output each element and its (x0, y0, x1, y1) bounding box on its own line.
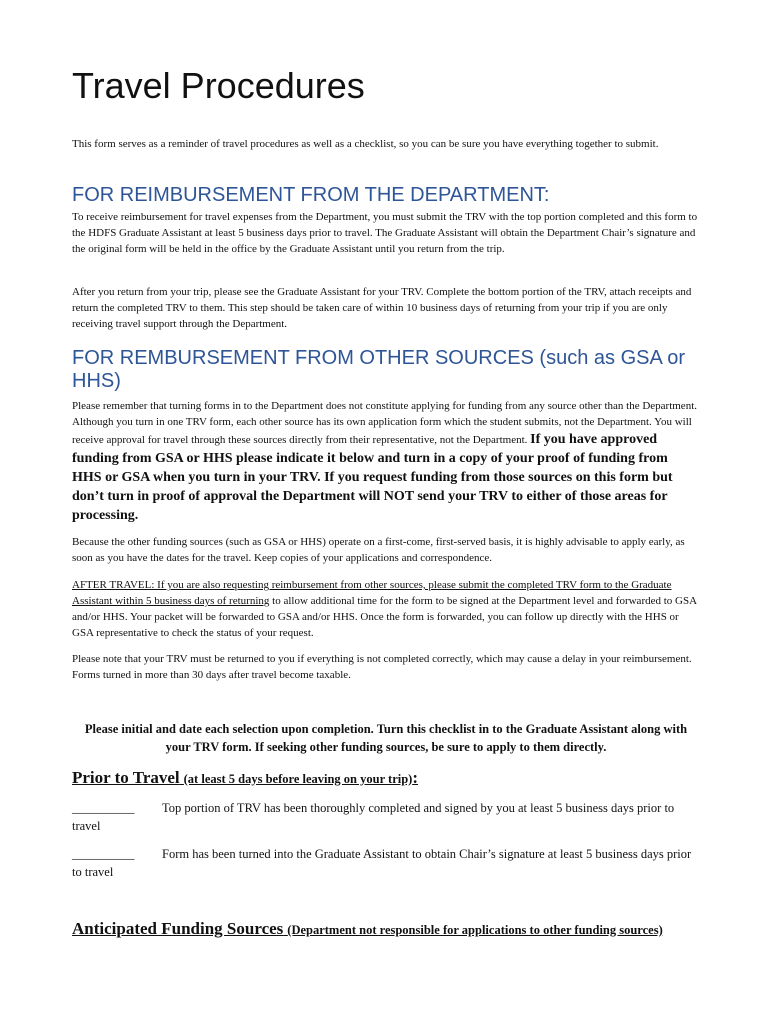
section-heading-other-sources: FOR REMBURSEMENT FROM OTHER SOURCES (such as GSA or HHS) (72, 347, 686, 392)
note-paragraph: Please note that your TRV must be returned to you if everything is not completed correctly, which may cause a delay in your reimbursement. Forms turned in more than 30 days after travel become taxable. (72, 653, 692, 681)
initial-blank[interactable]: __________ (72, 847, 135, 861)
prior-heading-colon: : (412, 768, 419, 787)
checklist-item-text: Top portion of TRV has been thoroughly completed and signed by you at least 5 business days prior to travel (72, 801, 675, 833)
prior-heading-text: Prior to Travel (72, 768, 180, 787)
after-travel-underlined-text: AFTER TRAVEL: If you are also requesting reimbursement from other sources, please submit the completed TRV form to the Graduate Assistant within 5 business days of returning (72, 579, 672, 607)
intro-paragraph: This form serves as a reminder of travel procedures as well as a checklist, so you can be sure you have everything together to submit. (72, 138, 659, 150)
checklist-item (72, 799, 700, 835)
other-sources-bold-text: If you have approved funding from GSA or HHS please indicate it below and turn in a copy of your proof of funding from HHS or GSA when you turn in your TRV. If you request funding from those sources on this form but don’t turn in proof of approval the Department will NOT send your TRV to either of those areas for processing. (72, 432, 673, 523)
department-paragraph-1: To receive reimbursement for travel expenses from the Department, you must submit the TRV with the top portion completed and this form to the HDFS Graduate Assistant at least 5 business days prior to travel. The Graduate Assistant will obtain the Department Chair’s signature and the original form will be held in the office by the Graduate Assistant until you return from the trip. (72, 211, 698, 255)
after-travel-paragraph (72, 577, 700, 641)
funding-heading-subtext: (Department not responsible for applications to other funding sources) (287, 923, 663, 937)
checklist-item (72, 845, 700, 881)
initial-blank[interactable]: __________ (72, 801, 135, 815)
prior-heading-subtext: (at least 5 days before leaving on your trip) (183, 772, 413, 786)
checklist-instruction: Please initial and date each selection upon completion. Turn this checklist in to the Graduate Assistant along with your TRV form. If seeking other funding sources, be sure to apply to them directly. (84, 722, 688, 754)
funding-heading-text: Anticipated Funding Sources (72, 919, 284, 938)
other-sources-normal-text: Please remember that turning forms in to the Department does not constitute applying for funding from any source other than the Department. Although you turn in one TRV form, each other source has its own application form which the student submits, not the Department. You will receive approval for travel through these sources directly from their representative, not the Department. (72, 400, 697, 446)
section-heading-department: FOR REIMBURSEMENT FROM THE DEPARTMENT: (72, 184, 550, 206)
after-travel-rest-text: to allow additional time for the form to be signed at the Department level and forwarded to GSA and/or HHS. Your packet will be forwarded to GSA and/or HHS. Once the form is forwarded, you can follow up directly with the HHS or GSA representative to check the status of your request. (72, 595, 697, 639)
prior-to-travel-heading (72, 767, 700, 790)
checklist-item-text: Form has been turned into the Graduate Assistant to obtain Chair’s signature at least 5 business days prior to travel (72, 847, 692, 879)
other-sources-paragraph-2: Because the other funding sources (such as GSA or HHS) operate on a first-come, first-served basis, it is highly advisable to apply early, as soon as you have the dates for the travel. Keep copies of your applications and correspondence. (72, 536, 685, 564)
department-paragraph-2: After you return from your trip, please see the Graduate Assistant for your TRV. Complete the bottom portion of the TRV, attach receipts and return the completed TRV to them. This step should be taken care of within 10 business days of returning from your trip if you are only receiving travel support through the Department. (72, 286, 692, 330)
page-title: Travel Procedures (72, 65, 365, 106)
anticipated-funding-heading (72, 919, 700, 940)
other-sources-paragraph-1 (72, 398, 700, 525)
